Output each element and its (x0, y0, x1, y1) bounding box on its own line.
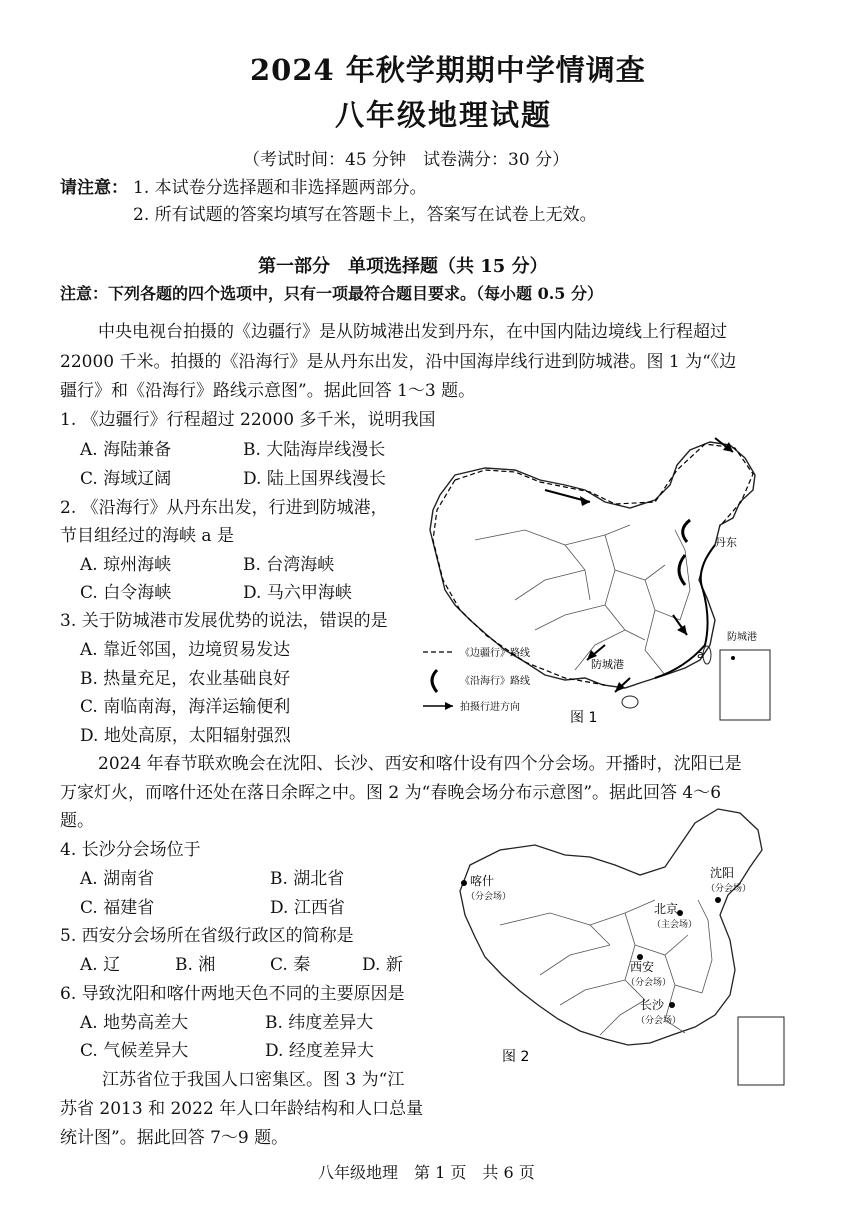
legend-border-route: 《边疆行》路线 (460, 648, 530, 659)
passage3-line1: 江苏省位于我国人口密集区。图 3 为“江 (102, 1070, 405, 1090)
question-3-option-d: D. 地处高原，太阳辐射强烈 (80, 726, 291, 746)
passage2-line3: 题。 (60, 811, 94, 831)
section-note: 注意：下列各题的四个选项中，只有一项最符合题目要求。（每小题 0.5 分） (60, 284, 603, 303)
question-1-option-d: D. 陆上国界线漫长 (243, 469, 386, 489)
passage1-line1: 中央电视台拍摄的《边疆行》是从防城港出发到丹东，在中国内陆边境线上行程超过 (98, 322, 727, 342)
question-1-option-b: B. 大陆海岸线漫长 (243, 440, 386, 460)
label-strait-a: a (697, 648, 704, 661)
label-kashi-sub: （分会场） (466, 892, 512, 902)
legend-coast-route: 《沿海行》路线 (460, 676, 530, 687)
question-5-option-d: D. 新 (362, 955, 403, 975)
question-4-stem: 4. 长沙分会场位于 (60, 840, 201, 860)
figure-1-map (415, 430, 795, 740)
question-6-stem: 6. 导致沈阳和喀什两地天色不同的主要原因是 (60, 984, 405, 1004)
question-4-option-b: B. 湖北省 (270, 869, 345, 889)
label-beijing: 北京 (654, 902, 679, 916)
label-dandong: 丹东 (715, 536, 737, 549)
question-5-stem: 5. 西安分会场所在省级行政区的简称是 (60, 926, 354, 946)
question-1-option-c: C. 海域辽阔 (80, 469, 172, 489)
notice-label: 请注意： (60, 178, 128, 198)
question-6-option-d: D. 经度差异大 (265, 1041, 374, 1061)
label-xian-sub: （分会场） (626, 978, 672, 988)
label-inset-fangchenggang: 防城港 (727, 632, 757, 643)
question-6-option-a: A. 地势高差大 (80, 1013, 189, 1033)
notice-item-1: 1. 本试卷分选择题和非选择题两部分。 (133, 178, 427, 198)
section-title: 第一部分 单项选择题（共 15 分） (258, 256, 548, 277)
passage3-line2: 苏省 2013 和 2022 年人口年龄结构和人口总量 (60, 1099, 424, 1119)
south-china-sea-inset (720, 650, 770, 720)
legend-direction: 拍摄行进方向 (460, 702, 520, 713)
passage1-line2: 22000 千米。拍摄的《沿海行》是从丹东出发，沿中国海岸线行进到防城港。图 1 为“《边 (60, 352, 737, 372)
passage1-line3: 疆行》和《沿海行》路线示意图”。据此回答 1～3 题。 (60, 381, 476, 401)
question-3-option-a: A. 靠近邻国，边境贸易发达 (80, 640, 291, 660)
question-4-option-a: A. 湖南省 (80, 869, 155, 889)
question-6-option-c: C. 气候差异大 (80, 1041, 189, 1061)
page-footer: 八年级地理 第 1 页 共 6 页 (318, 1163, 535, 1182)
china-outline-2 (460, 809, 762, 1045)
label-changsha-sub: （分会场） (636, 1016, 682, 1026)
question-5-option-a: A. 辽 (80, 955, 121, 975)
question-2-option-d: D. 马六甲海峡 (243, 583, 352, 603)
exam-subtitle: 八年级地理试题 (335, 98, 553, 132)
figure-1-caption: 图 1 (570, 710, 598, 726)
marker-shenyang (715, 897, 721, 903)
question-3-option-c: C. 南临南海，海洋运输便利 (80, 697, 291, 717)
exam-title: 2024 年秋学期期中学情调查 (250, 53, 646, 87)
passage2-line2: 万家灯火，而喀什还处在落日余晖之中。图 2 为“春晚会场分布示意图”。据此回答 4～6 (60, 783, 722, 803)
figure-2-caption: 图 2 (502, 1049, 530, 1065)
notice-item-2: 2. 所有试题的答案均填写在答题卡上，答案写在试卷上无效。 (133, 205, 597, 225)
label-shenyang-sub: （分会场） (706, 884, 752, 894)
question-4-option-d: D. 江西省 (270, 898, 345, 918)
label-shenyang: 沈阳 (710, 866, 735, 880)
question-5-option-c: C. 秦 (270, 955, 311, 975)
question-6-option-b: B. 纬度差异大 (265, 1013, 374, 1033)
question-2-option-a: A. 琼州海峡 (80, 555, 172, 575)
question-2-stem: 2. 《沿海行》从丹东出发，行进到防城港， (60, 498, 388, 518)
marker-changsha (669, 1002, 675, 1008)
exam-info: （考试时间：45 分钟 试卷满分：30 分） (243, 150, 570, 170)
question-1-option-a: A. 海陆兼备 (80, 440, 172, 460)
label-beijing-sub: （主会场） (652, 920, 698, 930)
question-3-stem: 3. 关于防城港市发展优势的说法，错误的是 (60, 611, 388, 631)
question-4-option-c: C. 福建省 (80, 898, 155, 918)
label-fangchenggang: 防城港 (591, 658, 624, 671)
question-3-option-b: B. 热量充足，农业基础良好 (80, 669, 291, 689)
label-xian: 西安 (630, 960, 655, 974)
question-5-option-b: B. 湘 (175, 955, 216, 975)
passage2-line1: 2024 年春节联欢晚会在沈阳、长沙、西安和喀什设有四个分会场。开播时，沈阳已是 (98, 754, 742, 774)
label-changsha: 长沙 (640, 998, 665, 1012)
question-2-option-c: C. 白令海峡 (80, 583, 172, 603)
passage3-line3: 统计图”。据此回答 7～9 题。 (60, 1128, 289, 1148)
figure-2-map (440, 795, 790, 1095)
question-2-option-b: B. 台湾海峡 (243, 555, 335, 575)
marker-kashi (461, 880, 467, 886)
question-2-stem-cont: 节目组经过的海峡 a 是 (60, 526, 234, 546)
south-china-sea-inset-2 (738, 1017, 784, 1085)
question-1-stem: 1. 《边疆行》行程超过 22000 多千米，说明我国 (60, 410, 436, 430)
label-kashi: 喀什 (470, 874, 495, 888)
